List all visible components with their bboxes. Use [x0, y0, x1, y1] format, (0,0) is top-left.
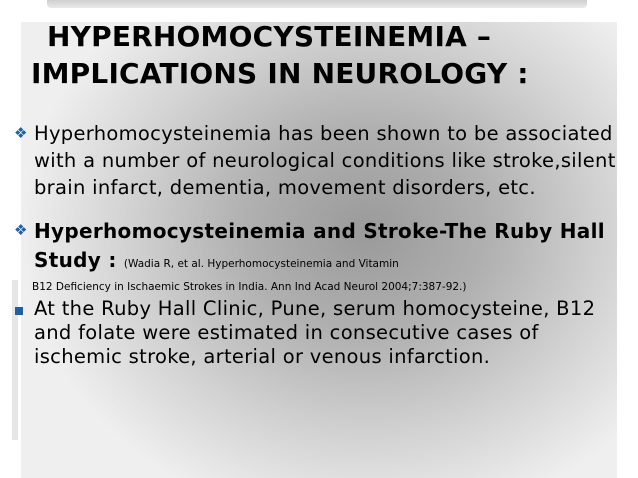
- bullet-list: [12, 120, 632, 369]
- bullet-text: At the Ruby Hall Clinic, Pune, serum homocysteine, B12 and folate were estimated in consecutive cases of ischemic stroke, arterial or venous infarction.: [34, 297, 596, 368]
- bullet-item-1: [12, 120, 632, 201]
- citation-part-1: (Wadia R, et al. Hyperhomocysteinemia and Vitamin: [123, 258, 399, 270]
- slide-title-line-2: IMPLICATIONS IN NEUROLOGY :: [31, 57, 529, 90]
- bullet-text: Hyperhomocysteinemia has been shown to be associated with a number of neurological conditions like stroke,silent brain infarct, dementia, movement disorders, etc.: [34, 122, 616, 199]
- square-bullet-icon: [15, 307, 23, 315]
- diamond-bullet-icon: ❖: [14, 124, 28, 142]
- bullet-heading: Hyperhomocysteinemia and Stroke-The Ruby Hall Study :: [34, 219, 605, 272]
- diamond-bullet-icon: ❖: [14, 221, 28, 239]
- slide-title: [31, 18, 631, 92]
- slide-title-line-1: HYPERHOMOCYSTEINEMIA –: [47, 20, 492, 53]
- bullet-item-3: [12, 297, 632, 369]
- citation-part-2: B12 Deficiency in Ischaemic Strokes in India. Ann Ind Acad Neurol 2004;7:387-92.): [32, 281, 467, 293]
- slide-top-tab: [47, 0, 587, 8]
- bullet-item-2: [12, 217, 632, 295]
